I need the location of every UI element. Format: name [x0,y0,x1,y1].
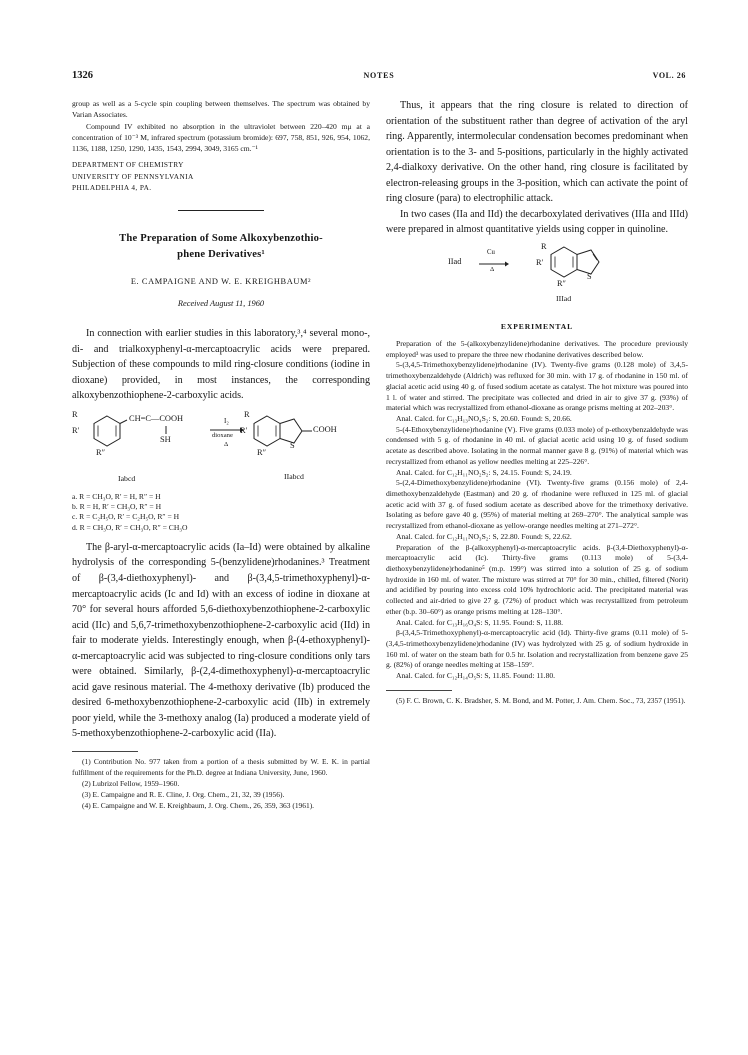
definition-line: a. R = CH₃O, R′ = H, R″ = H [72,491,161,501]
address-line: DEPARTMENT OF CHEMISTRY [72,160,184,170]
substituent-r-double-prime: R″ [96,447,106,457]
page-number: 1326 [72,70,93,81]
reagent-heat: Δ [490,265,495,273]
footnotes-right [386,696,688,707]
analysis-line: Anal. Calcd. for C₁₂H₁₁NO₂S₂: S, 24.15. Found: S, 24.19. [396,467,572,477]
footnote: (5) F. C. Brown, C. K. Bradsher, S. M. Bond, and M. Potter, J. Am. Chem. Soc., 73, 2357 (1951). [396,695,686,705]
experimental-paragraph: β-(3,4,5-Trimethoxyphenyl)-α-mercaptoacrylic acid (Id). Thirty-five grams (0.11 mole) of 5-(3,4,5-trimethoxybenzylidene)rhodanine (IV) was hydrolyzed with 25 g. of sodium hydroxide in 160 ml. of water on the steam bath for 0.5 hr. Isolation and recrystallization from benzene gave 25 g. (82%) of orange needles melting at 158–159°. [386,628,688,670]
footnote: (4) E. Campaigne and W. E. Kreighbaum, J. Org. Chem., 26, 359, 363 (1961). [82,800,315,810]
acrylic-chain: CH=C—COOH [129,413,184,423]
definition-line: b. R = H, R′ = CH₃O, R″ = H [72,502,162,512]
scheme-structures [386,242,688,320]
section-name: NOTES [363,71,395,80]
title-line: phene Derivatives¹ [177,248,265,260]
running-header [72,70,686,86]
substituent-r: R [541,241,547,251]
experimental-paragraph: 5-(2,4-Dimethoxybenzylidene)rhodanine (VI). Twenty-five grams (0.156 mole) of 2,4-dimethoxybenzaldehyde (Eastman) and 20 g. of rhodanine were refluxed in 125 ml. of glacial acetic acid with 37 g. of fused sodium acetate as described above for the trimethoxy derivative. Isolating as before gave 40 g. (95%) of material melting at 269–270°. The analytical sample was recrystallized from ethanol-dioxane as yellow-orange needles melting at 271–272°. [386,478,688,531]
reagent-heat: Δ [224,440,229,448]
footnote: (2) Lubrizol Fellow, 1959–1960. [82,778,180,788]
intro-paragraph: In connection with earlier studies in this laboratory,³,⁴ several mono-, di- and trialkoxyphenyl-α-mercaptoacrylic acids were prepared. Subjection of these compounds to mild ring-closure conditions (iodine in dioxane) provided, in most instances, the corresponding alkoxybenzothiophene-2-carboxylic acids. [72,327,370,402]
analysis-line: Anal. Calcd. for C₁₃H₁₃NO₄S₂: S, 20.60. Found: S, 20.66. [396,413,572,423]
reagent-iodine: I₂ [224,416,229,425]
product-substituent-r: R [244,409,250,419]
footnote-rule [386,690,452,691]
reaction-scheme-ring-closure [72,404,370,492]
experimental-paragraph: Preparation of the β-(alkoxyphenyl)-α-mercaptoacrylic acids. β-(3,4-Diethoxyphenyl)-α-mercaptoacrylic acid (Ic). Thirty-five grams (0.113 mole) of 5-(3,4-diethoxybenzylidene)rhodanine⁵ (m.p. 199°) was stirred into a solution of 25 g. of sodium hydroxide in 160 ml. of water. The mixture was stirred at 70° for 30 min., chilled, filtered (Norit) and acidified by pouring into excess cold 10% hydrochloric acid. The precipitated material was collected and air-dried to give 27 g. (72%) of product which was recrystallized from petroleum ether (b.p. 30–60°) as orange prisms melting at 128–130°. [386,542,688,616]
thiol-group: SH [160,434,171,444]
experimental-paragraph: 5-(3,4,5-Trimethoxybenzylidene)rhodanine (IV). Twenty-five grams (0.128 mole) of 3,4,5-trimethoxybenzaldehyde (Aldrich) was refluxed for 30 min. with 17 g. of rhodanine in 150 ml. of glacial acetic acid using 40 g. of fused sodium acetate as catalyst. The hot mixture was poured into 1 l. of water and stirred. The precipitate was collected and dried in air to give 37 g. (93%) of material which was recrystallized from ethanol-dioxane as orange prisms melting at 202–203°. [386,360,688,413]
compound-label-II: IIabcd [284,471,304,481]
substituent-r-prime: R′ [72,425,80,435]
product-substituent-r-prime: R′ [240,425,248,435]
carboxyl-group: COOH [313,424,337,434]
thiophene-sulfur: S [290,440,295,450]
left-column [72,98,370,812]
experimental-text [386,339,688,682]
substituent-definitions [72,492,370,533]
article-authors: E. CAMPAIGNE AND W. E. KREIGHBAUM² [130,276,312,286]
footnotes [72,757,370,812]
analysis-line: Anal. Calcd. for C₁₃H₁₆O₄S: S, 11.95. Found: S, 11.88. [396,617,564,627]
footnote: (3) E. Campaigne and R. E. Cline, J. Org. Chem., 21, 32, 39 (1956). [82,789,285,799]
reagent-solvent: dioxane [212,431,233,439]
affiliation-address [72,159,370,194]
substituent-r: R [72,409,78,419]
volume-number: VOL. 26 [652,71,686,80]
footnote: (1) Contribution No. 977 taken from a portion of a thesis submitted by W. E. K. in partial fulfillment of the requirements for the Ph.D. degree at Indiana University, June, 1960. [72,757,370,777]
compound-label-I: Iabcd [118,473,136,483]
definition-line: d. R = CH₃O, R′ = CH₃O, R″ = CH₃O [72,522,188,532]
article-title [72,231,370,263]
discussion-paragraph: Thus, it appears that the ring closure is related to direction of orientation of the substituent rather than degree of activation of the aryl ring. Apparently, intermolecular condensation becomes predominant when orientation is to the 3- and 5-positions, particularly in the highly activated 2,4-dialkoxy derivative. On the other hand, ring closure is facilitated by electron-releasing groups in the 3-position, which can activate the point of ring closure (para) to electrophilic attack. [386,100,688,205]
address-line: PHILADELPHIA 4, PA. [72,183,152,193]
section-heading-experimental: EXPERIMENTAL [500,321,574,331]
decarboxylation-paragraph: In two cases (IIa and IId) the decarboxylated derivatives (IIIa and IIId) were prepared in almost quantitative yields using copper in quinoline. [386,208,688,236]
substituent-r-prime: R′ [536,257,544,267]
previous-note-ir-data: Compound IV exhibited no absorption in the ultraviolet between 220–420 mμ at a concentration of 10⁻³ M, infrared spectrum (potassium bromide): 697, 758, 851, 926, 954, 1062, 1136, 1188, 1250, 1290, 1435, 1543, 2994, 3049, 3165 cm.⁻¹ [72,121,370,154]
footnote-rule [72,751,138,752]
definition-line: c. R = C₂H₅O, R′ = C₂H₅O, R″ = H [72,512,180,522]
results-paragraph: The β-aryl-α-mercaptoacrylic acids (Ia–Id) were obtained by alkaline hydrolysis of the corresponding 5-(benzylidene)rhodanines.³ Treatment of β-(3,4-diethoxyphenyl)- and β-(3,4,5-trimethoxyphenyl)-α-mercaptoacrylic acids (Ic and Id) with an excess of iodine in dioxane at 70° for several hours afforded 5,6-diethoxybenzothiophene-2-carboxylic acid (IIc) and 5,6,7-trimethoxybenzothiophene-2-carboxylic acid (IId) in fair to moderate yields. Interestingly enough, when β-(4-ethoxyphenyl)-α-mercaptoacrylic acid was subjected to ring-closure conditions only tars were obtained. Similarly, β-(2,4-dimethoxyphenyl)-α-mercaptoacrylic acid gave resinous material. The 4-methoxy derivative (Ib) produced the desired 6-methoxybenzothiophene-2-carboxylic acid (IIb) in extremely poor yield, while the 3-methoxy analog (Ia) produced a moderate yield of 5-methoxybenzothiophene-2-carboxylic acid (IIa). [72,541,370,740]
product-substituent-r-double-prime: R″ [257,447,267,457]
compound-label-III: IIIad [556,293,572,303]
received-date: Received August 11, 1960 [177,298,265,308]
right-column [386,98,688,707]
thiophene-sulfur: S [587,271,592,281]
previous-note-text: group as well as a 5-cycle spin coupling between themselves. The spectrum was obtained by Varian Associates. [72,99,370,120]
address-line: UNIVERSITY OF PENNSYLVANIA [72,171,194,181]
substituent-r-double-prime: R″ [557,278,566,288]
reactant-label: IIad [448,256,462,266]
scheme-structures [72,404,370,492]
separator-rule [178,210,264,211]
analysis-line: Anal. Calcd. for C₁₂H₁₄O₅S: S, 11.85. Found: 11.80. [396,671,556,681]
reagent-copper: Cu [487,248,495,256]
experimental-paragraph: Preparation of the 5-(alkoxybenzylidene)rhodanine derivatives. The procedure previously employed³ was used to prepare the three new rhodanine derivatives described below. [386,338,688,359]
analysis-line: Anal. Calcd. for C₁₂H₁₁NO₃S₂: S, 22.80. Found: S, 22.62. [396,531,572,541]
reaction-scheme-decarboxylation [386,242,688,320]
experimental-paragraph: 5-(4-Ethoxybenzylidene)rhodanine (V). Five grams (0.033 mole) of p-ethoxybenzaldehyde was condensed with 5 g. of rhodanine in 40 ml. of glacial acetic acid using 10 g. of fused sodium acetate as described above. Isolating in the normal manner gave 8 g. (91%) of material which was recrystallized from ethanol as yellow needles melting at 225–226°. [386,424,688,466]
title-line: The Preparation of Some Alkoxybenzothio- [119,232,323,244]
